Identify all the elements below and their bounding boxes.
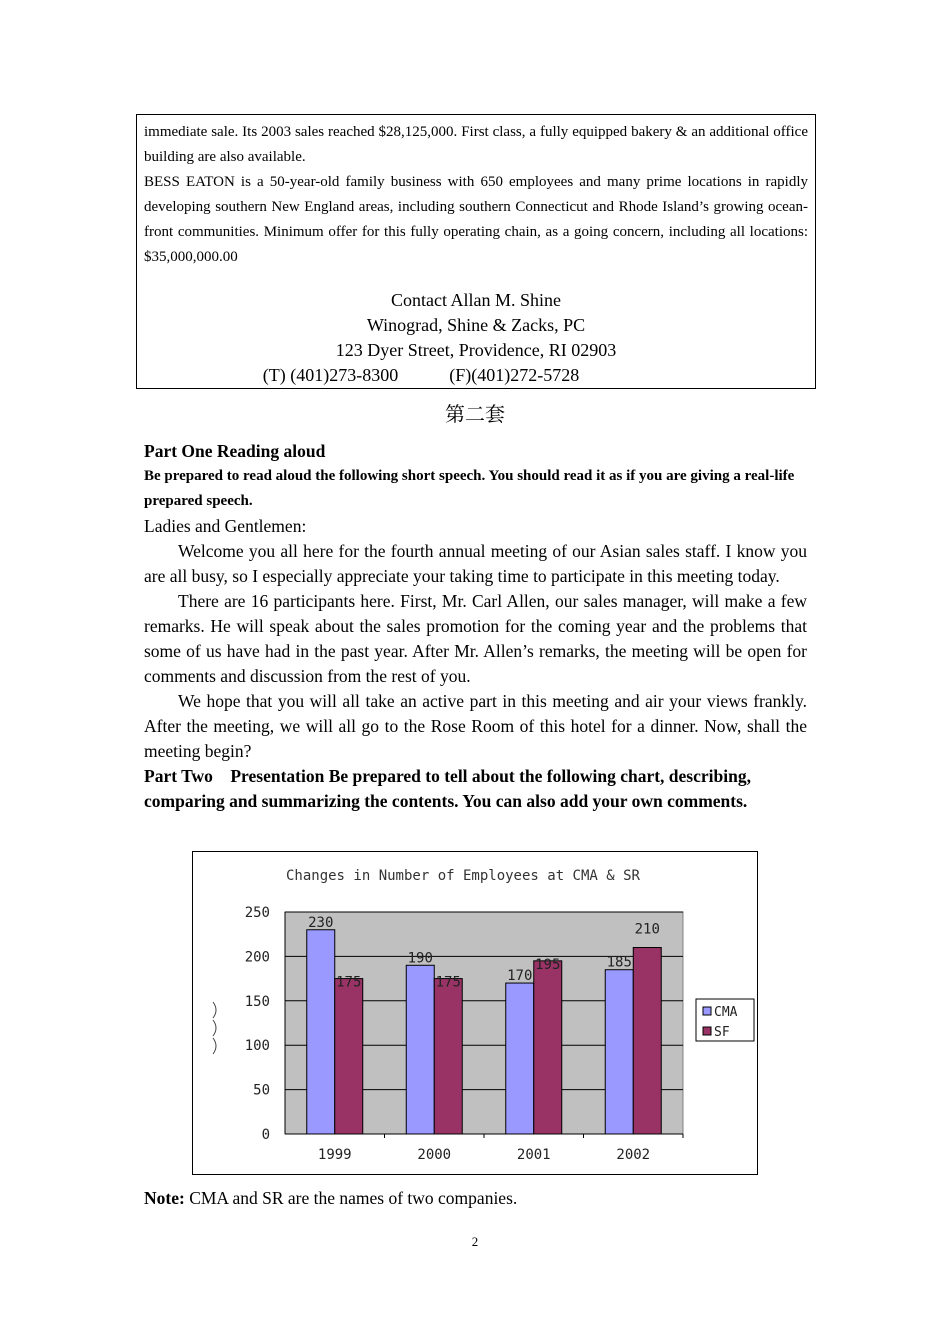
contact-fax: (F)(401)272-5728 — [449, 365, 580, 385]
data-label: 195 — [535, 956, 561, 973]
bar-sf-2001 — [534, 961, 562, 1134]
x-tick-label: 2000 — [417, 1147, 452, 1163]
contact-block — [137, 288, 815, 388]
listing-box — [136, 114, 816, 389]
legend-label: SF — [714, 1025, 730, 1040]
data-label: 210 — [634, 921, 660, 938]
x-tick-label: 1999 — [317, 1147, 352, 1163]
note-label: Note: — [144, 1188, 185, 1208]
note-text: CMA and SR are the names of two companies. — [184, 1188, 518, 1208]
y-tick-label: 150 — [244, 993, 270, 1010]
contact-address: 123 Dyer Street, Providence, RI 02903 — [335, 340, 617, 360]
listing-paragraph-1: immediate sale. Its 2003 sales reached $28,125,000. First class, a fully equipped bakery & an additional office building are also available. — [144, 124, 808, 165]
speech-paragraph-1: Welcome you all here for the fourth annual meeting of our Asian sales staff. I know you are all busy, so I especially appreciate your taking time to participate in this meeting today. — [144, 541, 807, 586]
y-tick-label: 200 — [244, 949, 270, 966]
bar-cma-2002 — [605, 970, 633, 1134]
contact-firm: Winograd, Shine & Zacks, PC — [366, 315, 586, 335]
speech-paragraph-3: We hope that you will all take an active part in this meeting and air your views frankly. After the meeting, we will all go to the Rose Room of this hotel for a dinner. Now, shall the meeting begin? — [144, 691, 807, 761]
data-label: 175 — [435, 974, 461, 991]
chart-svg — [193, 852, 759, 1176]
data-label: 230 — [308, 914, 334, 931]
y-tick-label: 0 — [261, 1127, 270, 1143]
legend — [696, 999, 754, 1041]
speech-paragraph-2: There are 16 participants here. First, Mr. Carl Allen, our sales manager, will make a few remarks. He will speak about the sales promotion for the coming year and the problems that some of us have had in the past year. After Mr. Allen’s remarks, the meeting will be open for comments and discussion from the rest of you. — [144, 591, 807, 686]
employee-chart — [192, 851, 758, 1175]
bar-sf-1999 — [335, 979, 363, 1134]
bar-cma-2000 — [406, 965, 434, 1134]
y-axis-label-glyph — [213, 1002, 216, 1054]
bar-sf-2002 — [633, 948, 661, 1134]
data-label: 190 — [407, 950, 433, 967]
legend-label: CMA — [714, 1005, 738, 1020]
note-line — [144, 1186, 517, 1211]
y-tick-label: 250 — [244, 905, 270, 921]
x-tick-label: 2001 — [516, 1147, 551, 1163]
bar-cma-1999 — [307, 930, 335, 1134]
set-title: 第二套 — [445, 402, 505, 426]
legend-swatch — [703, 1027, 711, 1035]
y-tick-label: 50 — [253, 1082, 270, 1099]
x-tick-label: 2002 — [616, 1147, 651, 1163]
part-one-heading: Part One Reading aloud — [144, 441, 326, 461]
chart-title: Changes in Number of Employees at CMA & SR — [285, 868, 641, 884]
salutation: Ladies and Gentlemen: — [144, 516, 307, 536]
part-one-instruction: Be prepared to read aloud the following short speech. You should read it as if you are giving a real-life prepared speech. — [144, 468, 795, 509]
data-label: 175 — [336, 974, 362, 991]
legend-swatch — [703, 1007, 711, 1015]
data-label: 170 — [507, 968, 533, 985]
bar-sf-2000 — [434, 979, 462, 1134]
contact-name: Contact Allan M. Shine — [391, 290, 561, 310]
listing-text — [144, 120, 808, 270]
part-two-heading: Part Two Presentation Be prepared to tell about the following chart, describing, comparing and summarizing the contents. You can also add your own comments. — [144, 766, 756, 811]
contact-phone-line — [137, 363, 815, 388]
page-number: 2 — [471, 1234, 479, 1249]
bar-cma-2001 — [506, 983, 534, 1134]
contact-phone: (T) (401)273-8300 — [262, 365, 399, 385]
main-content — [144, 439, 807, 814]
listing-paragraph-2: BESS EATON is a 50-year-old family business with 650 employees and many prime locations in rapidly developing southern New England areas, including southern Connecticut and Rhode Island’s growing ocean-front communities. Minimum offer for this fully operating chain, as a going concern, including all locations: $35,000,000.00 — [144, 174, 808, 265]
data-label: 185 — [606, 954, 632, 971]
y-tick-label: 100 — [244, 1038, 270, 1055]
